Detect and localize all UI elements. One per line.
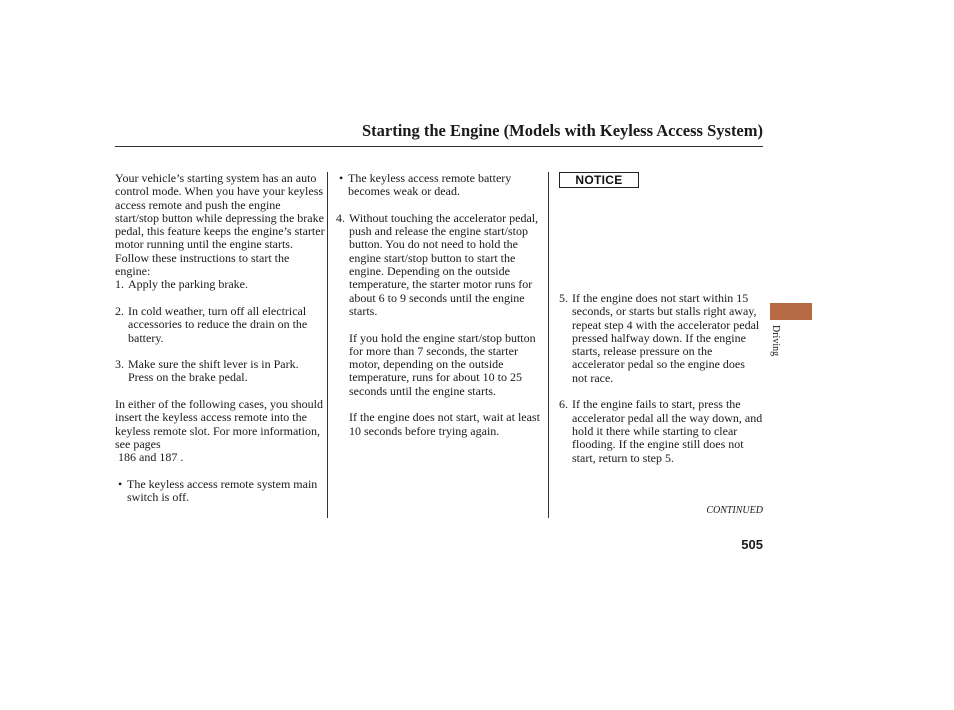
step-number: 3. [115, 357, 124, 372]
step-number: 5. [559, 291, 568, 305]
bullet-text: The keyless access remote system main switch is off. [127, 476, 318, 505]
step-number: 2. [115, 303, 124, 318]
page-ref-end: . [180, 450, 184, 465]
step-text: Without touching the accelerator pedal, push and release the engine start/stop button. You do not need to hold the engine start/stop button to start the engine. Depending on the outside temperature, the starter motor runs for about 6 to 9 seconds until the engine starts. [349, 210, 539, 318]
column-right [559, 292, 763, 465]
step-3 [115, 358, 325, 385]
step-text: Make sure the shift lever is in Park. Press on the brake pedal. [128, 357, 299, 385]
page-ref-186[interactable]: 186 [118, 450, 136, 465]
column-divider [548, 172, 549, 518]
bullet-text: The keyless access remote battery becomes weak or dead. [348, 171, 512, 199]
section-tab[interactable] [770, 303, 812, 320]
continued-label: CONTINUED [706, 505, 763, 516]
step-6 [559, 398, 763, 464]
step-4-body [349, 212, 542, 438]
bullet-icon: • [339, 171, 344, 185]
intro-paragraph: Your vehicle’s starting system has an auto control mode. When you have your keyless access remote and push the engine start/stop button while depressing the brake pedal, this feature keeps the engine’s starter motor running until the engine starts. Follow these instructions to start the engine: [115, 171, 325, 279]
step-text: If the engine fails to start, press the accelerator pedal all the way down, and hold it there while starting to clear flooding. If the engine still does not start, return to step 5. [572, 397, 763, 465]
column-middle [336, 172, 542, 438]
step-4 [336, 212, 542, 438]
column-left [115, 172, 325, 504]
wait-paragraph: If the engine does not start, wait at least 10 seconds before trying again. [349, 410, 540, 438]
page-number: 505 [741, 537, 763, 552]
cases-paragraph [115, 398, 325, 464]
step-5 [559, 292, 763, 385]
page-ref-and: and [139, 450, 157, 465]
column-divider [327, 172, 328, 518]
step-number: 1. [115, 277, 124, 292]
title-rule [115, 146, 763, 147]
step-number: 6. [559, 397, 568, 412]
step-text: In cold weather, turn off all electrical accessories to reduce the drain on the battery. [128, 303, 308, 345]
step-text: If the engine does not start within 15 seconds, or starts but stalls right away, repeat step 4 with the accelerator pedal pressed halfway down. If the engine starts, release pressure on the accelerator pedal so the engine does not race. [572, 291, 760, 385]
bullet-item [115, 478, 325, 505]
page-ref-187[interactable]: 187 [159, 450, 178, 465]
hold-paragraph: If you hold the engine start/stop button for more than 7 seconds, the starter motor, depending on the outside temperature, runs for about 10 to 25 seconds until the engine starts. [349, 330, 536, 398]
step-number: 4. [336, 210, 345, 225]
step-2 [115, 305, 325, 345]
cases-text: In either of the following cases, you should insert the keyless access remote into the keyless remote slot. For more information, see pages [115, 397, 323, 451]
notice-text: NOTICE [575, 173, 623, 187]
bullet-item [336, 172, 542, 199]
section-label: Driving [770, 325, 781, 357]
page-title: Starting the Engine (Models with Keyless Access System) [361, 121, 763, 140]
bullet-icon: • [118, 476, 123, 491]
notice-label [559, 172, 639, 188]
step-text: Apply the parking brake. [128, 277, 248, 292]
step-1 [115, 278, 325, 291]
